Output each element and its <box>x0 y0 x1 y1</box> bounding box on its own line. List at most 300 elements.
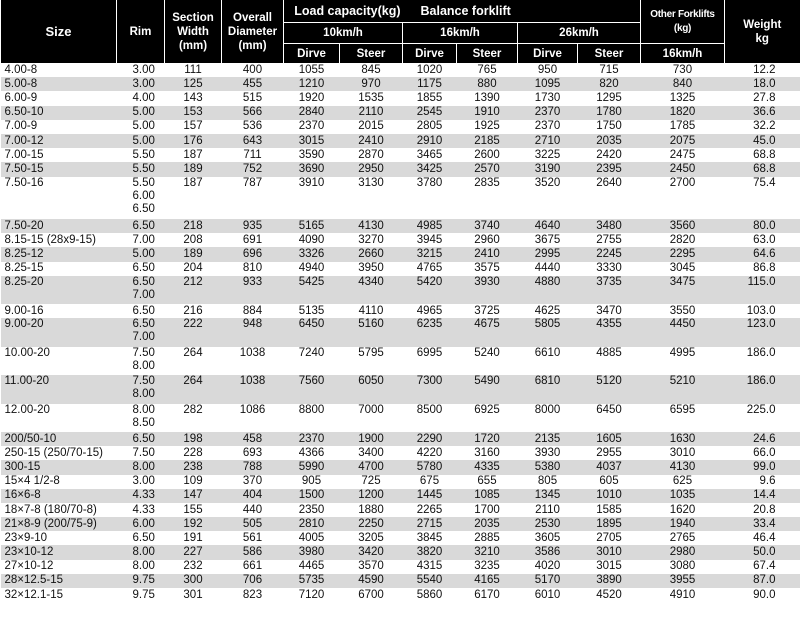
cell-drive-26: 1345 <box>518 489 578 503</box>
cell-steer-16: 880 <box>457 77 518 91</box>
cell-other-forklift: 1620 <box>669 503 696 516</box>
cell-weight: 225.0 <box>746 403 776 416</box>
table-row <box>1 545 800 559</box>
cell-rim <box>117 475 165 489</box>
cell-drive-16: 4315 <box>416 560 443 573</box>
cell-other-forklift: 1035 <box>641 489 725 503</box>
cell-steer-10: 3270 <box>358 233 384 246</box>
cell-drive-16: 1855 <box>416 91 443 104</box>
cell-section-width: 208 <box>183 233 203 246</box>
cell-section-width: 282 <box>183 403 203 416</box>
rim-value: 5.50 <box>132 148 155 161</box>
cell-weight: 64.6 <box>725 247 800 261</box>
cell-drive-16: 7300 <box>403 375 457 403</box>
table-row <box>1 446 800 460</box>
cell-weight: 46.4 <box>753 531 776 544</box>
rim-value: 4.00 <box>132 91 155 104</box>
cell-steer-26: 2640 <box>596 176 622 189</box>
header-speed-16: 16km/h <box>403 23 518 44</box>
table-row <box>1 531 800 545</box>
cell-section-width: 187 <box>183 176 203 189</box>
header-drive: Dirve <box>403 44 457 64</box>
table-row <box>1 233 800 247</box>
cell-steer-16: 3930 <box>457 276 518 304</box>
cell-drive-26: 805 <box>537 475 558 488</box>
cell-other-forklift: 2765 <box>669 531 696 544</box>
table-row <box>1 475 800 489</box>
cell-weight: 14.4 <box>725 489 800 503</box>
cell-overall-diameter: 884 <box>242 304 263 317</box>
cell-weight: 67.4 <box>753 560 776 573</box>
cell-weight: 186.0 <box>746 346 776 359</box>
cell-section-width: 301 <box>183 588 203 601</box>
cell-overall-diameter: 1086 <box>239 403 266 416</box>
table-row <box>1 375 800 403</box>
rim-value: 5.00 <box>132 134 155 147</box>
cell-steer-10: 2950 <box>340 162 403 176</box>
cell-weight: 36.6 <box>725 106 800 120</box>
cell-weight: 80.0 <box>725 219 800 233</box>
cell-overall-diameter: 455 <box>222 77 284 91</box>
table-row <box>1 63 800 77</box>
cell-weight: 20.8 <box>753 503 776 516</box>
cell-steer-26: 2955 <box>596 446 622 459</box>
cell-size: 8.25-12 <box>1 247 117 261</box>
cell-section-width: 155 <box>183 503 203 516</box>
cell-steer-10: 3570 <box>358 560 384 573</box>
cell-overall-diameter: 788 <box>222 460 284 474</box>
cell-steer-10: 1880 <box>358 503 384 516</box>
cell-rim <box>117 560 165 574</box>
rim-value: 6.50 <box>132 304 155 317</box>
cell-steer-16: 3575 <box>474 262 500 275</box>
cell-size: 23×10-12 <box>1 545 117 559</box>
rim-value: 5.50 <box>132 176 155 189</box>
cell-drive-10: 5135 <box>298 304 325 317</box>
cell-drive-10: 2370 <box>298 120 325 133</box>
cell-drive-16: 675 <box>419 475 440 488</box>
header-size: Size <box>1 0 117 63</box>
header-speed-10: 10km/h <box>284 23 403 44</box>
cell-steer-26: 715 <box>599 63 619 76</box>
header-overall-diameter-line: Diameter <box>227 25 278 38</box>
cell-size: 11.00-20 <box>1 375 117 403</box>
header-overall-diameter-line: (mm) <box>238 39 267 52</box>
cell-other-forklift: 1630 <box>641 432 725 446</box>
cell-size: 28×12.5-15 <box>1 574 117 588</box>
cell-other-forklift: 4450 <box>641 318 725 346</box>
cell-rim <box>117 148 165 162</box>
cell-overall-diameter: 935 <box>222 219 284 233</box>
cell-steer-10: 6700 <box>358 588 384 601</box>
cell-drive-16: 2545 <box>403 106 457 120</box>
cell-rim <box>117 162 165 176</box>
rim-value: 9.75 <box>132 588 155 601</box>
cell-drive-10: 1210 <box>284 77 340 91</box>
cell-size: 200/50-10 <box>1 432 117 446</box>
cell-overall-diameter: 643 <box>222 134 284 148</box>
cell-drive-26: 4020 <box>534 560 561 573</box>
cell-rim <box>117 120 165 134</box>
cell-overall-diameter: 566 <box>222 106 284 120</box>
cell-steer-26: 4355 <box>578 318 641 346</box>
cell-other-forklift: 730 <box>672 63 693 76</box>
cell-size: 8.25-20 <box>1 276 117 304</box>
cell-drive-26: 3225 <box>534 148 561 161</box>
cell-overall-diameter: 1038 <box>222 375 284 403</box>
cell-rim <box>117 276 165 304</box>
rim-value: 5.00 <box>132 106 155 119</box>
cell-drive-16: 1445 <box>403 489 457 503</box>
cell-drive-26: 3605 <box>534 531 561 544</box>
table-row <box>1 503 800 517</box>
cell-drive-16: 3945 <box>416 233 443 246</box>
cell-steer-10: 5795 <box>358 346 384 359</box>
cell-drive-16: 5420 <box>403 276 457 304</box>
cell-section-width: 143 <box>183 91 203 104</box>
cell-section-width: 147 <box>165 489 222 503</box>
cell-drive-26: 2110 <box>535 503 560 516</box>
cell-overall-diameter: 404 <box>222 489 284 503</box>
rim-value: 7.50 <box>132 346 155 359</box>
cell-drive-26: 2370 <box>518 106 578 120</box>
header-drive: Dirve <box>518 44 578 64</box>
cell-other-forklift: 3955 <box>641 574 725 588</box>
cell-drive-16: 8500 <box>416 403 443 416</box>
cell-steer-26: 3735 <box>578 276 641 304</box>
cell-rim <box>117 304 165 318</box>
cell-rim <box>117 77 165 91</box>
cell-drive-10: 3690 <box>284 162 340 176</box>
table-row <box>1 120 800 134</box>
cell-size: 300-15 <box>1 460 117 474</box>
cell-weight: 68.8 <box>753 148 776 161</box>
cell-steer-16: 5240 <box>474 346 500 359</box>
cell-other-forklift: 3550 <box>669 304 696 317</box>
header-other-forklifts-line: (kg) <box>673 22 692 34</box>
rim-value: 6.00 <box>132 517 155 530</box>
cell-drive-16: 3465 <box>416 148 443 161</box>
table-row <box>1 177 800 220</box>
cell-steer-26: 1750 <box>596 120 622 133</box>
cell-steer-10: 4110 <box>358 304 384 317</box>
cell-rim <box>117 233 165 247</box>
cell-section-width: 191 <box>183 531 203 544</box>
cell-other-forklift: 4130 <box>641 460 725 474</box>
cell-steer-16: 3725 <box>474 304 500 317</box>
cell-size: 9.00-16 <box>4 304 44 317</box>
table-row <box>1 588 800 602</box>
cell-other-forklift: 2700 <box>669 176 696 189</box>
cell-size: 16×6-8 <box>1 489 117 503</box>
cell-drive-26: 1730 <box>534 91 561 104</box>
cell-drive-16: 3425 <box>403 162 457 176</box>
rim-value: 6.50 <box>132 432 155 445</box>
cell-steer-10: 4700 <box>340 460 403 474</box>
cell-other-forklift: 4995 <box>669 346 696 359</box>
cell-steer-16: 4335 <box>457 460 518 474</box>
header-speed-26: 26km/h <box>518 23 641 44</box>
cell-size: 7.00-12 <box>1 134 117 148</box>
cell-other-forklift: 1820 <box>641 106 725 120</box>
cell-steer-16: 1910 <box>457 106 518 120</box>
rim-value: 5.50 <box>132 162 155 175</box>
cell-rim <box>117 262 165 276</box>
table-row <box>1 432 800 446</box>
cell-steer-16: 3160 <box>474 446 500 459</box>
cell-other-forklift: 2475 <box>669 148 696 161</box>
cell-drive-26: 4640 <box>518 219 578 233</box>
cell-steer-16: 2410 <box>457 247 518 261</box>
cell-overall-diameter: 711 <box>243 148 262 161</box>
cell-other-forklift: 5210 <box>641 375 725 403</box>
cell-drive-26: 5170 <box>518 574 578 588</box>
cell-weight: 66.0 <box>753 446 776 459</box>
cell-drive-16: 5860 <box>416 588 443 601</box>
header-overall-diameter-line: Overall <box>233 11 272 24</box>
table-row <box>1 247 800 261</box>
cell-drive-26: 4440 <box>534 262 561 275</box>
cell-drive-16: 5540 <box>403 574 457 588</box>
cell-overall-diameter: 458 <box>222 432 284 446</box>
cell-drive-26: 3520 <box>534 176 561 189</box>
cell-drive-16: 3820 <box>403 545 457 559</box>
header-weight-line: kg <box>755 32 769 45</box>
cell-steer-10: 3130 <box>358 176 384 189</box>
cell-weight: 68.8 <box>725 162 800 176</box>
cell-drive-10: 7240 <box>298 346 325 359</box>
cell-drive-26: 4625 <box>534 304 561 317</box>
header-overall-diameter <box>222 0 284 63</box>
cell-drive-26: 1095 <box>518 77 578 91</box>
rim-value: 4.33 <box>132 503 155 516</box>
cell-drive-10: 2350 <box>298 503 325 516</box>
cell-drive-26: 3675 <box>534 233 561 246</box>
cell-drive-10: 3910 <box>298 176 325 189</box>
cell-steer-26: 1780 <box>578 106 641 120</box>
header-other-forklifts-line: Other Forklifts <box>650 8 715 20</box>
rim-value: 4.33 <box>132 489 155 502</box>
cell-drive-10: 905 <box>301 475 322 488</box>
cell-steer-10: 2250 <box>340 517 403 531</box>
cell-steer-16: 765 <box>477 63 497 76</box>
cell-steer-26: 2035 <box>578 134 641 148</box>
cell-drive-10: 4940 <box>298 262 325 275</box>
cell-steer-10: 1900 <box>340 432 403 446</box>
cell-steer-26: 3890 <box>578 574 641 588</box>
cell-steer-16: 2185 <box>457 134 518 148</box>
cell-drive-10: 2840 <box>284 106 340 120</box>
cell-drive-10: 1500 <box>284 489 340 503</box>
cell-drive-26: 4880 <box>518 276 578 304</box>
cell-weight: 99.0 <box>725 460 800 474</box>
cell-rim <box>117 446 165 460</box>
cell-weight: 27.8 <box>753 91 776 104</box>
cell-drive-16: 6995 <box>416 346 443 359</box>
table-row <box>1 162 800 176</box>
cell-steer-16: 2600 <box>474 148 500 161</box>
cell-weight: 45.0 <box>725 134 800 148</box>
cell-drive-10: 6450 <box>284 318 340 346</box>
cell-steer-26: 3330 <box>596 262 622 275</box>
cell-steer-10: 725 <box>361 475 381 488</box>
header-weight <box>725 0 800 63</box>
cell-weight: 33.4 <box>725 517 800 531</box>
cell-size: 7.00-9 <box>4 120 38 133</box>
cell-size: 12.00-20 <box>4 403 50 416</box>
cell-drive-16: 2290 <box>403 432 457 446</box>
cell-rim <box>117 347 165 375</box>
rim-value: 8.00 <box>132 560 155 573</box>
cell-section-width: 198 <box>165 432 222 446</box>
cell-drive-26: 5380 <box>518 460 578 474</box>
cell-size: 7.50-16 <box>4 176 44 189</box>
cell-overall-diameter: 948 <box>222 318 284 346</box>
cell-drive-16: 1175 <box>403 77 457 91</box>
cell-section-width: 264 <box>183 346 203 359</box>
rim-value: 6.50 <box>132 202 155 215</box>
rim-value: 5.00 <box>132 120 155 133</box>
cell-section-width: 216 <box>183 304 203 317</box>
table-row <box>1 148 800 162</box>
cell-rim <box>117 106 165 120</box>
cell-other-forklift: 2295 <box>641 247 725 261</box>
cell-rim <box>117 404 165 432</box>
cell-drive-26: 2135 <box>518 432 578 446</box>
cell-steer-16: 655 <box>477 475 497 488</box>
cell-steer-26: 1605 <box>578 432 641 446</box>
cell-overall-diameter: 661 <box>242 560 263 573</box>
cell-size: 32×12.1-15 <box>4 588 64 601</box>
cell-size: 8.15-15 (28x9-15) <box>4 233 96 246</box>
cell-overall-diameter: 696 <box>222 247 284 261</box>
header-section-width-line: Section <box>172 11 214 24</box>
table-row <box>1 347 800 375</box>
cell-drive-10: 5425 <box>284 276 340 304</box>
cell-steer-26: 820 <box>578 77 641 91</box>
rim-value: 3.00 <box>132 63 155 76</box>
cell-steer-16: 2960 <box>474 233 500 246</box>
cell-drive-16: 1020 <box>416 63 443 76</box>
cell-drive-26: 2370 <box>534 120 561 133</box>
cell-other-forklift: 3475 <box>641 276 725 304</box>
header-section-width <box>165 0 222 63</box>
cell-drive-26: 2995 <box>518 247 578 261</box>
rim-value: 6.50 <box>132 531 155 544</box>
cell-section-width: 189 <box>165 247 222 261</box>
cell-other-forklift: 625 <box>672 475 693 488</box>
cell-section-width: 125 <box>165 77 222 91</box>
cell-steer-10: 845 <box>361 63 381 76</box>
cell-steer-10: 1200 <box>340 489 403 503</box>
cell-steer-26: 605 <box>599 475 619 488</box>
cell-weight: 63.0 <box>753 233 776 246</box>
cell-steer-10: 2015 <box>358 120 384 133</box>
cell-section-width: 232 <box>183 560 203 573</box>
cell-overall-diameter: 440 <box>242 503 263 516</box>
rim-value: 7.50 <box>132 375 155 388</box>
cell-weight: 186.0 <box>725 375 800 403</box>
cell-drive-16: 6235 <box>403 318 457 346</box>
cell-steer-10: 7000 <box>358 403 384 416</box>
cell-size: 7.00-15 <box>4 148 44 161</box>
cell-steer-26: 3010 <box>578 545 641 559</box>
cell-drive-16: 5780 <box>403 460 457 474</box>
table-row <box>1 134 800 148</box>
cell-drive-26: 2710 <box>518 134 578 148</box>
cell-size: 15×4 1/2-8 <box>4 475 60 488</box>
cell-size: 6.00-9 <box>4 91 38 104</box>
cell-overall-diameter: 933 <box>222 276 284 304</box>
cell-weight: 9.6 <box>759 475 776 488</box>
cell-section-width: 153 <box>165 106 222 120</box>
cell-weight: 115.0 <box>725 276 800 304</box>
cell-steer-10: 2870 <box>358 148 384 161</box>
cell-rim <box>117 489 165 503</box>
cell-steer-10: 3420 <box>340 545 403 559</box>
cell-other-forklift: 2820 <box>669 233 696 246</box>
cell-steer-10: 3205 <box>358 531 384 544</box>
table-row <box>1 77 800 91</box>
cell-drive-26: 6810 <box>518 375 578 403</box>
header-steer: Steer <box>578 44 641 64</box>
cell-drive-26: 3930 <box>534 446 561 459</box>
cell-drive-16: 2265 <box>416 503 443 516</box>
cell-drive-16: 3780 <box>416 176 443 189</box>
cell-weight: 24.6 <box>725 432 800 446</box>
cell-drive-10: 4005 <box>298 531 325 544</box>
cell-steer-10: 6050 <box>340 375 403 403</box>
table-row <box>1 318 800 346</box>
rim-value: 8.00 <box>132 388 155 401</box>
cell-other-forklift: 840 <box>641 77 725 91</box>
cell-drive-10: 3326 <box>284 247 340 261</box>
cell-size: 4.00-8 <box>4 63 38 76</box>
cell-steer-10: 4340 <box>340 276 403 304</box>
cell-drive-16: 4985 <box>403 219 457 233</box>
header-section-width-line: (mm) <box>178 39 208 52</box>
cell-steer-10: 4130 <box>340 219 403 233</box>
cell-steer-16: 1720 <box>457 432 518 446</box>
cell-steer-26: 1585 <box>596 503 622 516</box>
cell-size: 23×9-10 <box>4 531 48 544</box>
cell-steer-26: 3480 <box>578 219 641 233</box>
cell-other-forklift: 3080 <box>669 560 696 573</box>
cell-other-forklift: 2450 <box>641 162 725 176</box>
cell-drive-26: 2530 <box>518 517 578 531</box>
cell-steer-10: 5160 <box>340 318 403 346</box>
cell-rim <box>117 375 165 403</box>
cell-other-forklift: 6595 <box>669 403 696 416</box>
header-load-capacity: Load capacity(kg) <box>284 0 403 23</box>
cell-drive-16: 3215 <box>403 247 457 261</box>
cell-weight: 18.0 <box>725 77 800 91</box>
rim-value: 8.50 <box>132 416 155 429</box>
rim-value: 7.00 <box>132 331 155 344</box>
cell-weight: 32.2 <box>753 120 776 133</box>
cell-steer-16: 1390 <box>474 91 500 104</box>
cell-steer-16: 2570 <box>457 162 518 176</box>
cell-section-width: 218 <box>165 219 222 233</box>
rim-value: 8.00 <box>132 403 155 416</box>
rim-value: 6.50 <box>132 262 155 275</box>
cell-steer-26: 2245 <box>578 247 641 261</box>
cell-steer-16: 6925 <box>474 403 500 416</box>
cell-steer-26: 1010 <box>578 489 641 503</box>
cell-steer-16: 2885 <box>474 531 500 544</box>
cell-steer-16: 1925 <box>474 120 500 133</box>
cell-size: 250-15 (250/70-15) <box>4 446 103 459</box>
